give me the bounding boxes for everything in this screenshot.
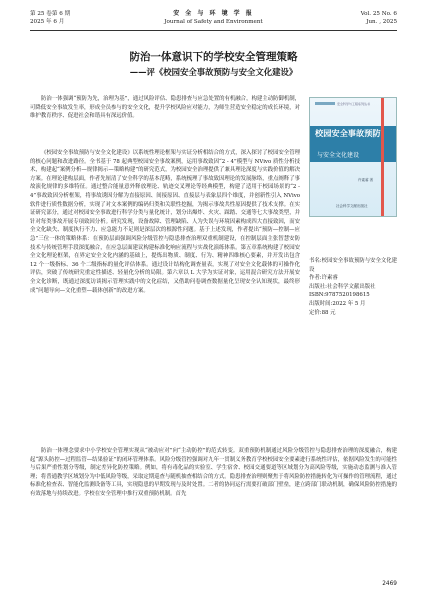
cover-series-text: 安全科学与工程系列丛书: [337, 102, 371, 106]
paragraph-2: 《校园安全事故预防与安全文化建设》以系统性理论框架与实证分析相结合的方式，深入探讨了校园安全管理的核心问题和改进路径。全书基于 78 起典型校园安全事故案例，运用事故致因“2 - 4”模型与 NVivo 质性分析技术，构建起“案例分析—规律揭示—策略构建”的研究范式，为校园安全治理提供了兼具理论深度与实践价值的解决方案。在理论建构层面，作者先厘清了安全科学的基本范畴，系统梳理了事故致因理论的发展脉络，重点阐释了事故演化规律的多维特征。通过整合能量意外释放理论、轨迹交叉理论等经典模型，构建了适用于校园场景的“2 - 4”事故致因分析框架，将事故诱因分解为直接原因、间接原因、直接层与表象层四个维度，并创新性引入 NVivo 软件进行质性数据分析，实现了对文本案例的编码归类和关联性挖掘，为揭示事故共性原因提供了技术支撑。在实证研究部分，通过对校园安全事故进行科学分类与量化统计，划分出爆炸、火灾、踩踏、交通等七大事故类型，并针对每类事故开展专项致因分析。研究发现，设备故障、管理缺陷、人为失误与环境因素构成四大直接致因，而安全文化缺失、制度执行不力、应急能力不足则是深层次的根源性问题。基于上述发现，作者提出“预防—控制—应急”三位一体的策略体系：在预防层面强调风险分级管控与隐患排查治理双重机制建设，在控制层面主张智慧安防技术与传统管理手段深度融合，在应急层面建议构建标准化响应流程与实战化演练体系。第五章系统构建了校园安全文化理论框架，在界定安全文化内涵的基础上，提炼出物质、制度、行为、精神四维核心要素，并开发出包含 12 个一级指标、36 个二级指标的量化评估体系。通过设计结构化调查量表，实现了对安全文化载体的可操作化评估，突破了传统研究重定性描述、轻量化分析的局限。第六章以 L 大学为实证对象，运用混合研究方法开展安全文化诊断，既通过深度访谈揭示管理实践中的文化症结，又借助问卷调查数据量化呈现安全认知现状，最终形成“问题导向—文化重塑—载体创新”的改进方案。: [30, 150, 300, 294]
header-vol-no: Vol. 25 No. 6: [360, 11, 397, 17]
cover-author: 许素睿 著: [358, 178, 374, 182]
cover-subtitle: 与安全文化建设: [317, 152, 360, 159]
article-title: 防治一体意识下的学校安全管理策略: [129, 51, 298, 63]
journal-name-en: Journal of Safety and Environment: [164, 19, 263, 25]
page-header: [30, 10, 397, 36]
cover-accent-bar: [381, 98, 384, 216]
cover-title: 校园安全事故预防: [315, 128, 381, 138]
header-date: 2025 年 6 月: [30, 19, 65, 25]
book-info-date: 出版时间:2022 年 5 月: [309, 300, 366, 307]
header-rule: [30, 30, 397, 31]
header-volume-issue: 第 25 卷第 6 期: [30, 11, 71, 17]
book-info-isbn: ISBN:9787520198615: [309, 292, 370, 299]
book-info-price: 定价:88 元: [309, 309, 336, 316]
page-number: 2469: [382, 581, 397, 587]
header-date-en: Jun. , 2025: [366, 19, 397, 25]
journal-name-cn: 安 全 与 环 境 学 报: [173, 10, 254, 17]
book-info: [309, 257, 399, 317]
book-cover-image: [309, 97, 397, 217]
article-subtitle: ——评《校园安全事故预防与安全文化建设》: [129, 67, 298, 77]
book-info-author: 作者:许素睿: [309, 275, 338, 282]
paragraph-1: 防治一体强调“预防为先，治理为基”，通过风险评估、隐患排查与应急处置的有机融合，构建主动防御机制，可降低安全事故发生率，形成全员参与的安全文化，提升学校风险应对能力，为师生营造安全稳定的成长环境，对维护教育秩序、促进社会和谐具有深远价值。: [30, 96, 300, 120]
header-volume-en: [361, 10, 397, 26]
book-info-publisher: 出版社:社会科学文献出版社: [309, 283, 376, 290]
header-journal: [30, 10, 397, 26]
paragraph-2-part-a: [30, 149, 300, 295]
paragraph-3: 防治一体理念要求中小学校安全管理实现从“被动应对”向“主动防控”的范式转变。双重预防机制通过风险分级管控与隐患排查治理的深度融合，构建起“源头防控—过程监管—结果验证”的闭环管理体系。风险分级管控强调对九年一贯制义务教育学校校园安全要素进行系统性评估，依据风险发生的可能性与后果严重性划分等级，制定差异化防控策略。例如，将有毒化品的实验室、学生宿舍、校园交通要道等区域划分为高风险等级，实施动态监测与准入管理；将普通教学区域划分为中低风险等级，采取定期巡查与随机抽查相结合的方式。隐患排查治理则聚焦于将风险防控措施转化为可操作的管理流程，通过标准化检查表、智能化监测设备等工具，实现隐患的早期发现与及时处置。二者的协同运行需要打破部门壁垒，建立跨部门联动机制，确保风险防控措施的有效落地与持续改进。学校在安全管理中推行双重预防机制。首先: [30, 448, 397, 497]
cover-publisher: 社会科学文献出版社: [336, 204, 368, 208]
publisher-logo-icon: [315, 102, 335, 105]
book-info-title: 书名:校园安全事故预防与安全文化建设: [309, 258, 398, 273]
